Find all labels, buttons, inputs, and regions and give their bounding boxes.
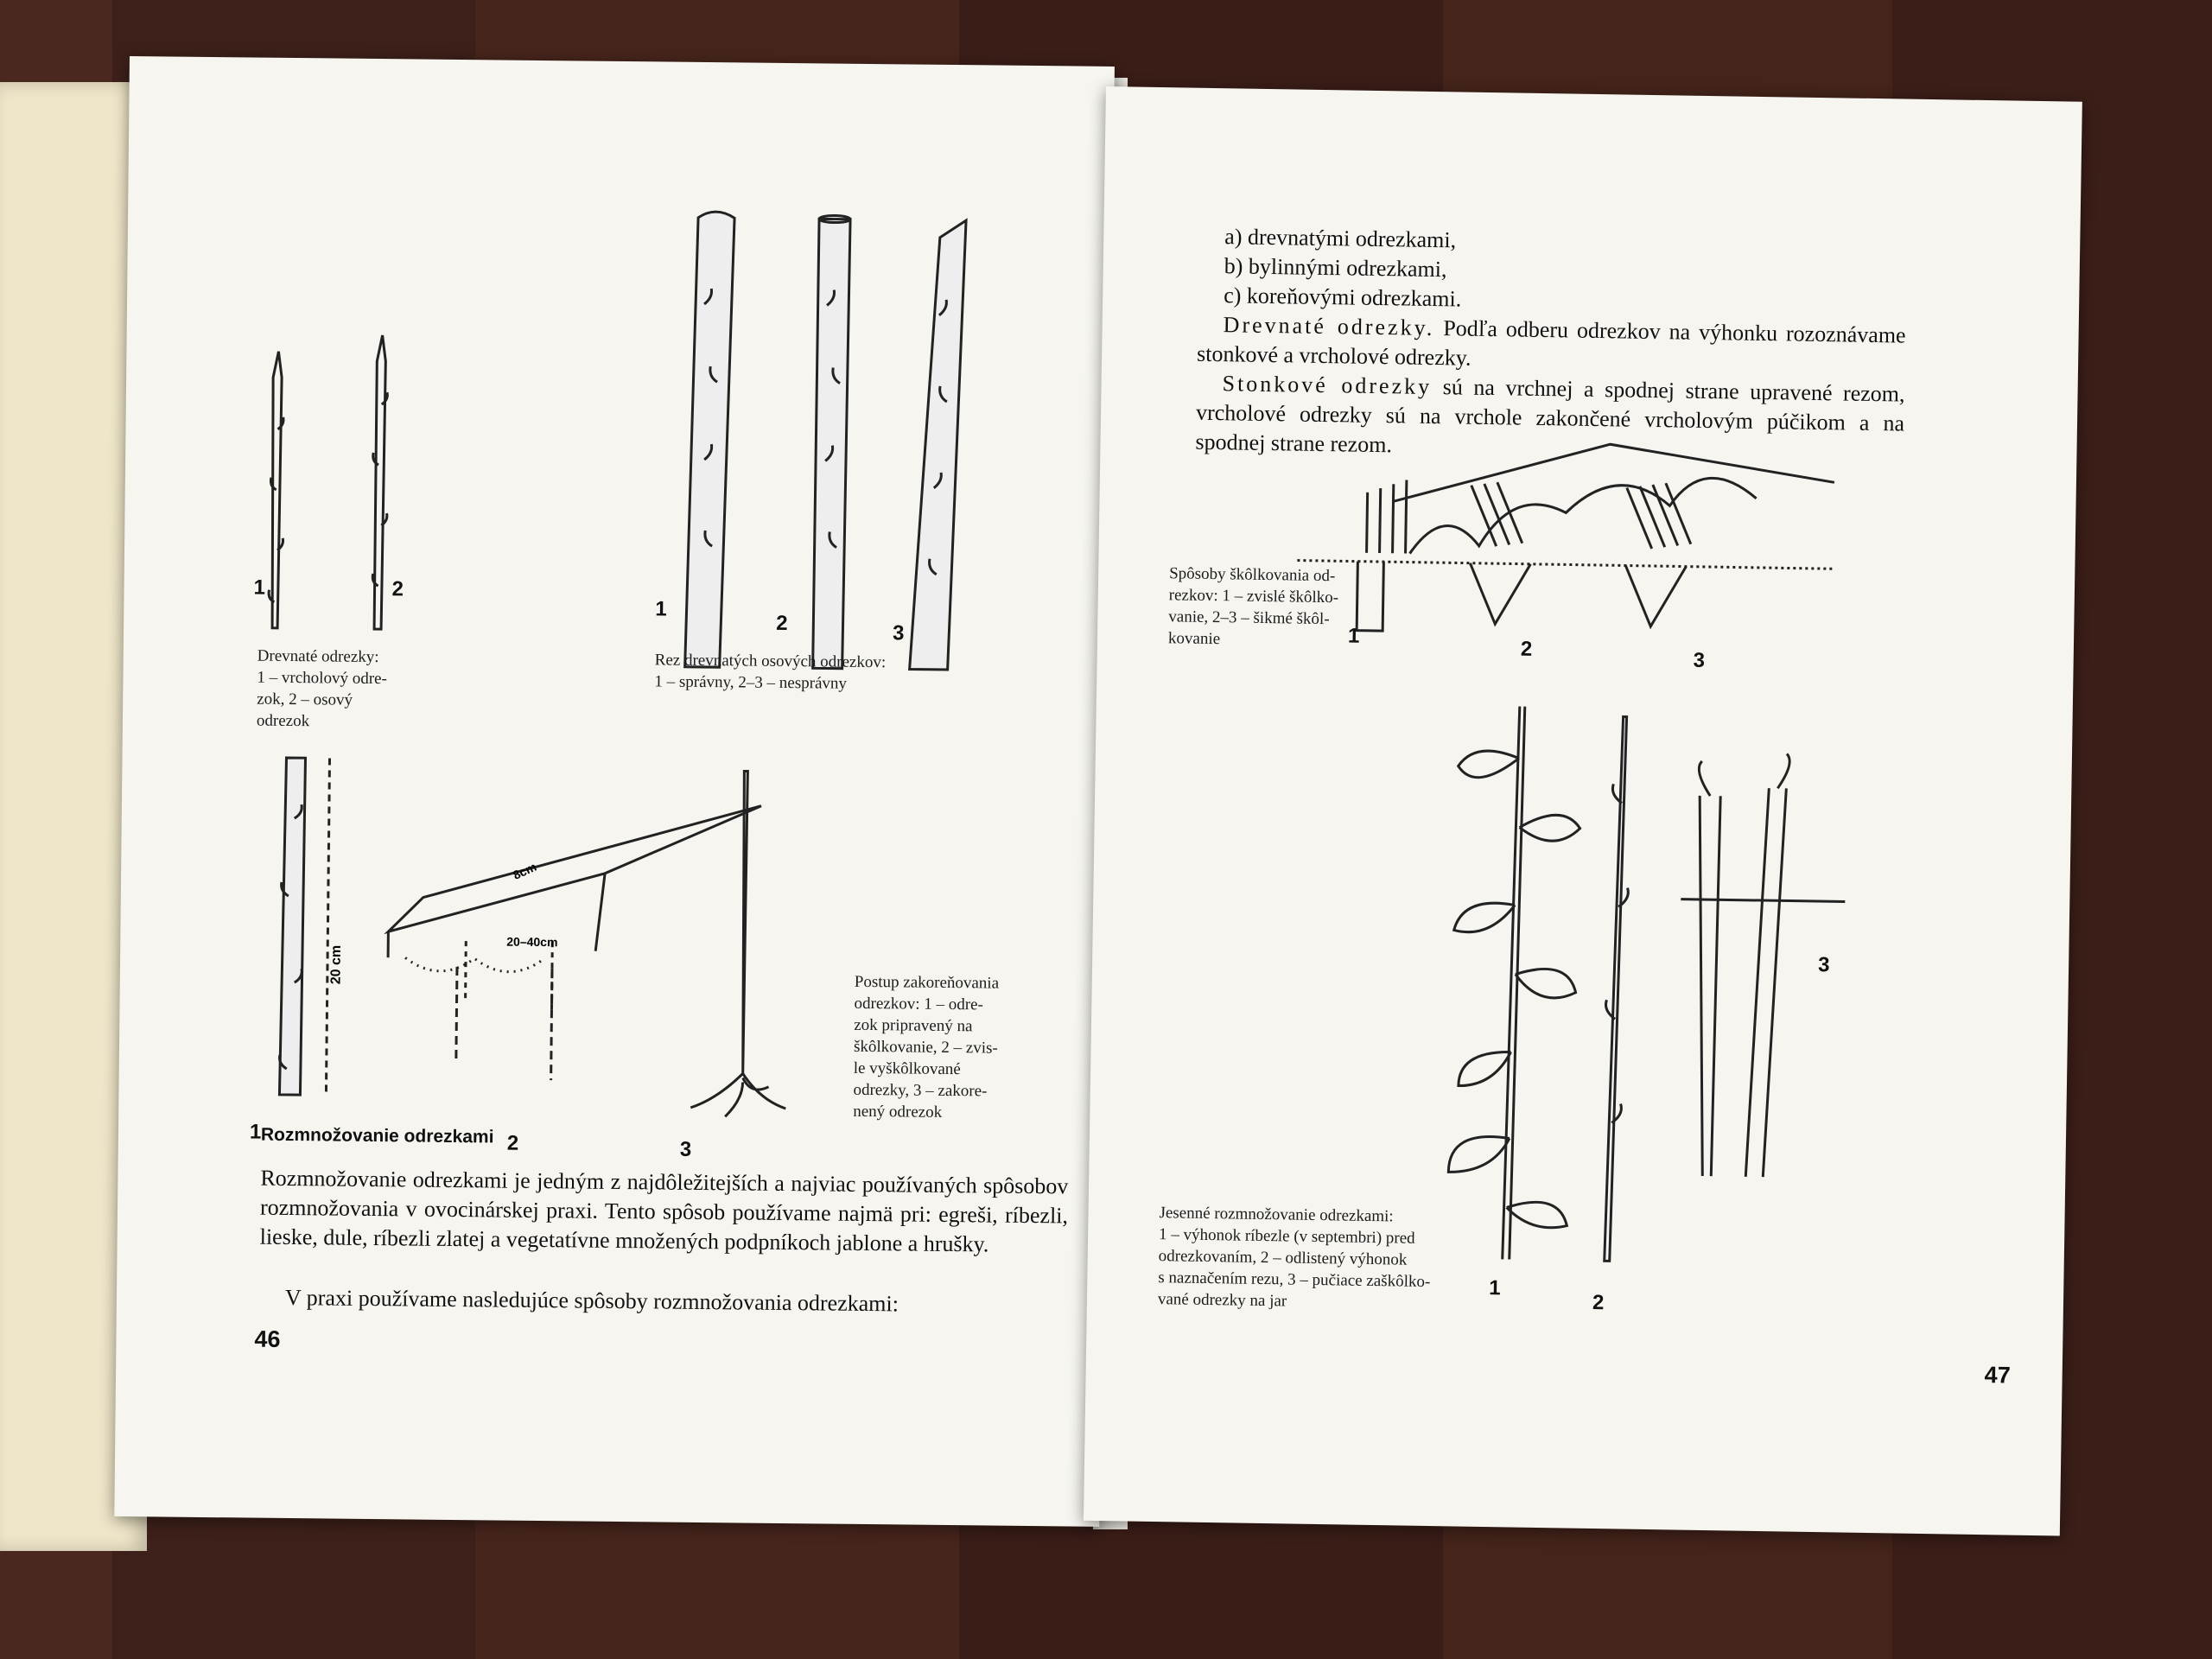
figure-label: 1: [655, 597, 667, 621]
cutting-cut-illustration: [676, 200, 992, 688]
section-heading: Rozmnožovanie odrezkami: [260, 1124, 494, 1147]
figure-caption: Jesenné rozmnožovanie odrezkami: 1 – výhonok ríbezle (v septembri) pred odrezkovaním, 2 – odlistený výhonok s naznačením rezu, 3 – pučiace zaškôlko- vané odrezky na jar: [1157, 1204, 1431, 1311]
figure-label: 2: [776, 611, 788, 636]
page-number: 46: [254, 1325, 281, 1352]
figure-label: 3: [1693, 648, 1706, 672]
dimension-8cm: 8cm: [511, 859, 539, 882]
figure-caption: Drevnaté odrezky: 1 – vrcholový odre- zok, 2 – osový odrezok: [256, 646, 387, 731]
figure-label: 2: [1592, 1291, 1605, 1315]
figure-label: 1: [253, 575, 266, 600]
dimension-20-40cm: 20–40cm: [506, 934, 558, 950]
method-list: a) drevnatými odrezkami, b) bylinnými odrezkami, c) koreňovými odrezkami.: [1223, 224, 1462, 312]
figure-label: 1: [1347, 624, 1360, 648]
figure-label: 1: [249, 1120, 262, 1144]
body-paragraph: V praxi používame nasledujúce spôsoby rozmnožovania odrezkami:: [284, 1284, 899, 1317]
currant-shoots-illustration: [1381, 687, 1840, 1281]
figure-caption: Postup zakoreňovania odrezkov: 1 – odre- zok pripravený na škôlkovanie, 2 – zvis- le vyškôlkované odrezky, 3 – zakore- nený odrezok: [853, 972, 1000, 1122]
cuttings-illustration: [253, 300, 429, 664]
body-paragraph: Stonkové odrezky sú na vrchnej a spodnej strane upravené rezom, vrcholové odrezky sú na vrchole zakončené vrcholovým púčikom a na spodnej strane rezom.: [1195, 371, 1905, 458]
figure-label: 2: [1520, 637, 1533, 661]
figure-label: 2: [506, 1131, 519, 1155]
figure-label: 3: [1817, 953, 1830, 977]
figure-caption: Spôsoby škôlkovania od- rezkov: 1 – zvislé škôlko- vanie, 2–3 – šikmé škôl- kovanie: [1167, 564, 1339, 649]
left-page: [114, 56, 1115, 1527]
body-paragraph: Drevnaté odrezky. Podľa odberu odrezkov na výhonku rozoznávame stonkové a vrcholové odrezky.: [1196, 312, 1906, 371]
figure-label: 3: [679, 1137, 692, 1161]
figure-label: 3: [892, 621, 905, 645]
nursery-beds-illustration: [1296, 440, 1835, 647]
body-paragraph: Rozmnožovanie odrezkami je jedným z najdôležitejších a najviac používaných spôsobov rozmnožovania v ovocinárskej praxi. Tento spôsob používame najmä pri: egreši, ríbezli, lieske, dule, ríbezli zlatej a vegetatívne množených podpníkoch jablone a hrušky.: [259, 1165, 1069, 1257]
page-number: 47: [1984, 1362, 2011, 1389]
dimension-20cm: 20 cm: [328, 944, 344, 985]
right-page: [1084, 86, 2082, 1536]
figure-label: 1: [1488, 1276, 1501, 1300]
figure-label: 2: [391, 577, 404, 601]
figure-caption: Rez drevnatých osových odrezkov: 1 – správny, 2–3 – nesprávny: [654, 651, 887, 693]
